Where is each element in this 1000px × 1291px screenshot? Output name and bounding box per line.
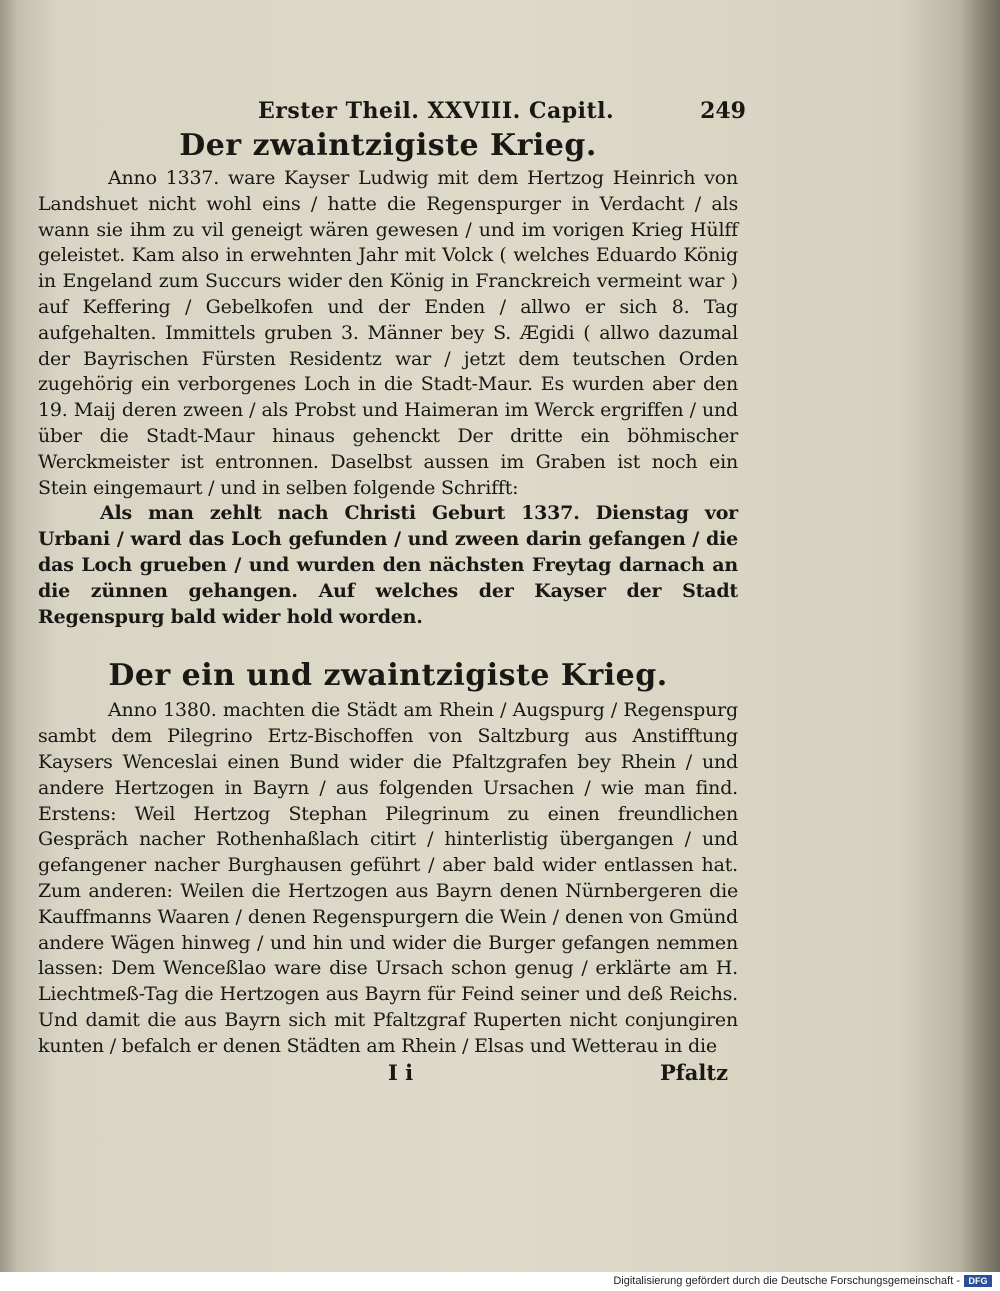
- catchword: Pfaltz: [659, 1059, 728, 1085]
- footer-bar: [0, 1272, 1000, 1291]
- running-head-title: Erster Theil. XXVIII. Capitl.: [258, 98, 615, 124]
- running-head: [38, 92, 746, 126]
- section-heading-2: Der ein und zwaintzigiste Krieg.: [108, 658, 668, 694]
- section-2-paragraph: Anno 1380. machten die Städt am Rhein / Augspurg / Regenspurg sambt dem Pilegrino Ertz-Bischoffen von Saltzburg aus Anstifftung Kaysers Wenceslai einen Bund wider die Pfaltzgrafen bey Rhein / und andere Hertzogen in Bayrn / aus folgenden Ursachen / wie man find. Erstens: Weil Hertzog Stephan Pilegrinum zu einen freundlichen Gespräch nacher Rothenhaßlach citirt / hinterlistig übergangen / und gefangener nacher Burghausen geführt / aber bald wider entlassen hat. Zum anderen: Weilen die Hertzogen aus Bayrn denen Nürnbergeren die Kauffmanns Waaren / denen Regenspurgern die Wein / denen von Gmünd andere Wägen hinweg / und hin und wider die Burger gefangen nemmen lassen: Dem Wenceßlao ware dise Ursach schon genug / erklärte am H. Liechtmeß-Tag die Hertzogen aus Bayrn für Feind seiner und deß Reichs. Und damit die aus Bayrn sich mit Pfaltzgraf Ruperten nicht conjungiren kunten / befalch er denen Städten am Rhein / Elsas und Wetterau in die: [38, 699, 738, 1057]
- section-heading-1: Der zwaintzigiste Krieg.: [179, 128, 597, 163]
- catchline: [38, 1060, 738, 1086]
- page-content: [38, 92, 746, 1086]
- section-1-paragraph: Anno 1337. ware Kayser Ludwig mit dem Hertzog Heinrich von Landshuet nicht wohl eins / hatte die Regenspurger in Verdacht / als wann sie ihm zu vil geneigt wären gewesen / und im vorigen Krieg Hülff geleistet. Kam also in erwehnten Jahr mit Volck ( welches Eduardo König in Engeland zum Succurs wider den König in Franckreich vermeint war ) auf Keffering / Gebelkofen und der Enden / allwo er sich 8. Tag aufgehalten. Immittels gruben 3. Männer bey S. Ægidi ( allwo dazumal der Bayrischen Fürsten Residentz war / jetzt dem teutschen Orden zugehörig ein verborgenes Loch in die Stadt-Maur. Es wurden aber den 19. Maij deren zween / als Probst und Haimeran im Werck ergriffen / und über die Stadt-Maur hinaus gehenckt Der dritte ein böhmischer Werckmeister ist entronnen. Daselbst aussen im Graben ist noch ein Stein eingemaurt / und in selben folgende Schrifft:: [38, 167, 738, 499]
- page-spine-shadow: [960, 0, 1000, 1272]
- dfg-logo: DFG: [964, 1275, 992, 1287]
- funding-credit: Digitalisierung gefördert durch die Deutsche Forschungsgemeinschaft -: [613, 1275, 960, 1287]
- page-number: 249: [700, 98, 746, 124]
- signature-mark: I i: [388, 1059, 414, 1085]
- section-1-inscription: Als man zehlt nach Christi Geburt 1337. Dienstag vor Urbani / ward das Loch gefunden / und zween darin gefangen / die das Loch grueben / und wurden den nächsten Freytag darnach an die zünnen gehangen. Auf welches der Kayser der Stadt Regenspurg bald wider hold worden.: [38, 502, 738, 628]
